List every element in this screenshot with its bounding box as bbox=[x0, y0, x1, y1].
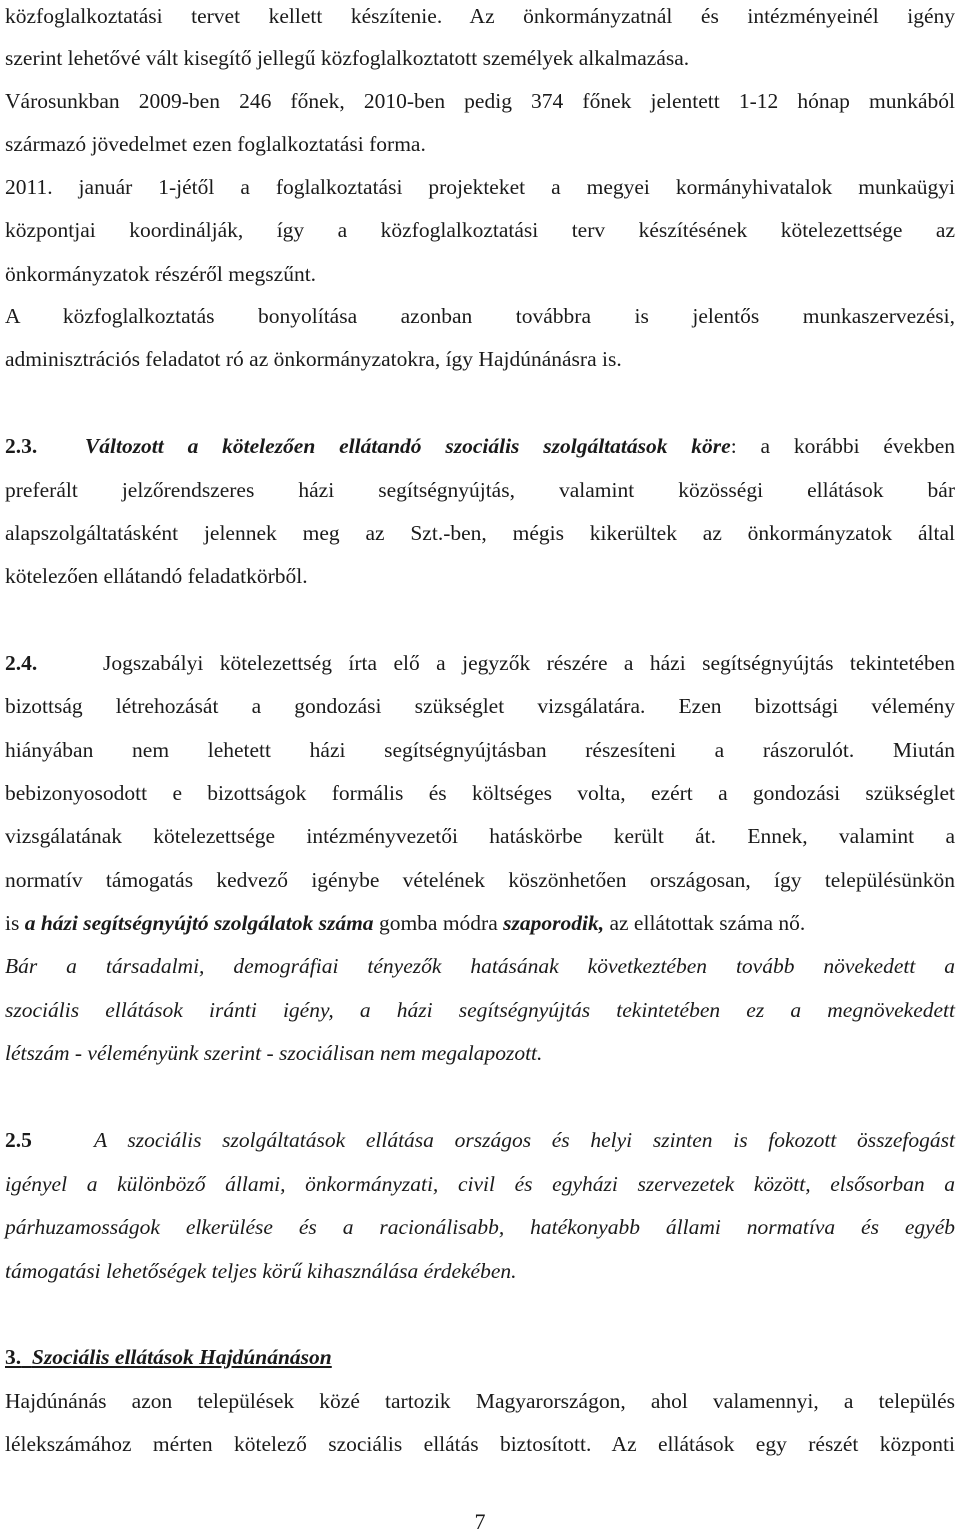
paragraph-line-italic: párhuzamosságok elkerülése és a racionálisabb, hatékonyabb állami normatíva és egyéb bbox=[5, 1215, 955, 1239]
paragraph-line: A közfoglalkoztatás bonyolítása azonban továbbra is jelentős munkaszervezési, bbox=[5, 304, 955, 328]
section-number: 2.4. bbox=[5, 651, 38, 675]
paragraph-line: szerint lehetővé vált kisegítő jellegű közfoglalkoztatott személyek alkalmazása. bbox=[5, 46, 690, 70]
section-title: Szociális ellátások Hajdúnánáson bbox=[31, 1345, 332, 1369]
section-3-heading bbox=[5, 1341, 955, 1373]
paragraph-line: adminisztrációs feladatot ró az önkormányzatokra, így Hajdúnánásra is. bbox=[5, 347, 622, 371]
paragraph-text: A szociális szolgáltatások ellátása országos és helyi szinten is fokozott összefogást bbox=[93, 1128, 955, 1152]
paragraph-line: Hajdúnánás azon települések közé tartozik Magyarországon, ahol valamennyi, a település bbox=[5, 1389, 955, 1413]
paragraph-line-italic: szociális ellátások iránti igény, a házi segítségnyújtás tekintetében ez a megnövekedett bbox=[5, 998, 955, 1022]
paragraph-line: bebizonyosodott e bizottságok formális és költséges volta, ezért a gondozási szükséglet bbox=[5, 781, 955, 805]
paragraph-line-mixed bbox=[5, 907, 955, 939]
paragraph-line: származó jövedelmet ezen foglalkoztatási forma. bbox=[5, 132, 426, 156]
paragraph-text: is bbox=[5, 911, 25, 935]
section-2-5-first-line bbox=[5, 1124, 955, 1156]
emphasis-text: szaporodik, bbox=[503, 911, 605, 935]
paragraph-line: Városunkban 2009-ben 246 főnek, 2010-ben pedig 374 főnek jelentett 1-12 hónap munkából bbox=[5, 89, 955, 113]
paragraph-line: lélekszámához mérten kötelező szociális ellátás biztosított. Az ellátások egy részét központi bbox=[5, 1432, 955, 1456]
paragraph-line-italic: támogatási lehetőségek teljes körű kihasználása érdekében. bbox=[5, 1259, 517, 1283]
paragraph-line: kötelezően ellátandó feladatkörből. bbox=[5, 564, 308, 588]
page-number: 7 bbox=[474, 1509, 486, 1534]
paragraph-line: bizottság létrehozását a gondozási szükséglet vizsgálatára. Ezen bizottsági vélemény bbox=[5, 694, 955, 718]
section-number: 2.5 bbox=[5, 1128, 32, 1152]
paragraph-line: hiányában nem lehetett házi segítségnyújtásban részesíteni a rászorulót. Miután bbox=[5, 738, 955, 762]
paragraph-line: normatív támogatás kedvező igénybe vételének köszönhetően országosan, így településünkön bbox=[5, 868, 955, 892]
paragraph-line: preferált jelzőrendszeres házi segítségnyújtás, valamint közösségi ellátások bár bbox=[5, 478, 955, 502]
section-title: Változott a kötelezően ellátandó szociális szolgáltatások köre bbox=[84, 434, 731, 458]
section-number: 2.3. bbox=[5, 434, 38, 458]
section-number: 3. bbox=[5, 1345, 22, 1369]
paragraph-line: 2011. január 1-jétől a foglalkoztatási projekteket a megyei kormányhivatalok munkaügyi bbox=[5, 175, 955, 199]
paragraph-line: vizsgálatának kötelezettsége intézményvezetői hatáskörbe került át. Ennek, valamint a bbox=[5, 824, 955, 848]
paragraph-text: az ellátottak száma nő. bbox=[604, 911, 806, 935]
emphasis-text: a házi segítségnyújtó szolgálatok száma bbox=[24, 911, 374, 935]
paragraph-line: alapszolgáltatásként jelennek meg az Szt.-ben, mégis kikerültek az önkormányzatok által bbox=[5, 521, 955, 545]
section-2-4-first-line bbox=[5, 647, 955, 679]
paragraph-line: központjai koordinálják, így a közfoglalkoztatási terv készítésének kötelezettsége az bbox=[5, 218, 955, 242]
paragraph-line-italic: igényel a különböző állami, önkormányzati, civil és egyházi szervezetek között, elsősorban a bbox=[5, 1172, 955, 1196]
paragraph-text: Jogszabályi kötelezettség írta elő a jegyzők részére a házi segítségnyújtás tekintetében bbox=[102, 651, 955, 675]
paragraph-line: önkormányzatok részéről megszűnt. bbox=[5, 262, 317, 286]
paragraph-text: gomba módra bbox=[373, 911, 504, 935]
paragraph-line-italic: létszám - véleményünk szerint - szociálisan nem megalapozott. bbox=[5, 1041, 543, 1065]
paragraph-text: : a korábbi években bbox=[730, 434, 956, 458]
section-2-3-first-line bbox=[5, 430, 955, 462]
paragraph-line-italic: Bár a társadalmi, demográfiai tényezők hatásának következtében tovább növekedett a bbox=[5, 954, 955, 978]
paragraph-line: közfoglalkoztatási tervet kellett készítenie. Az önkormányzatnál és intézményeinél igény bbox=[5, 4, 955, 28]
